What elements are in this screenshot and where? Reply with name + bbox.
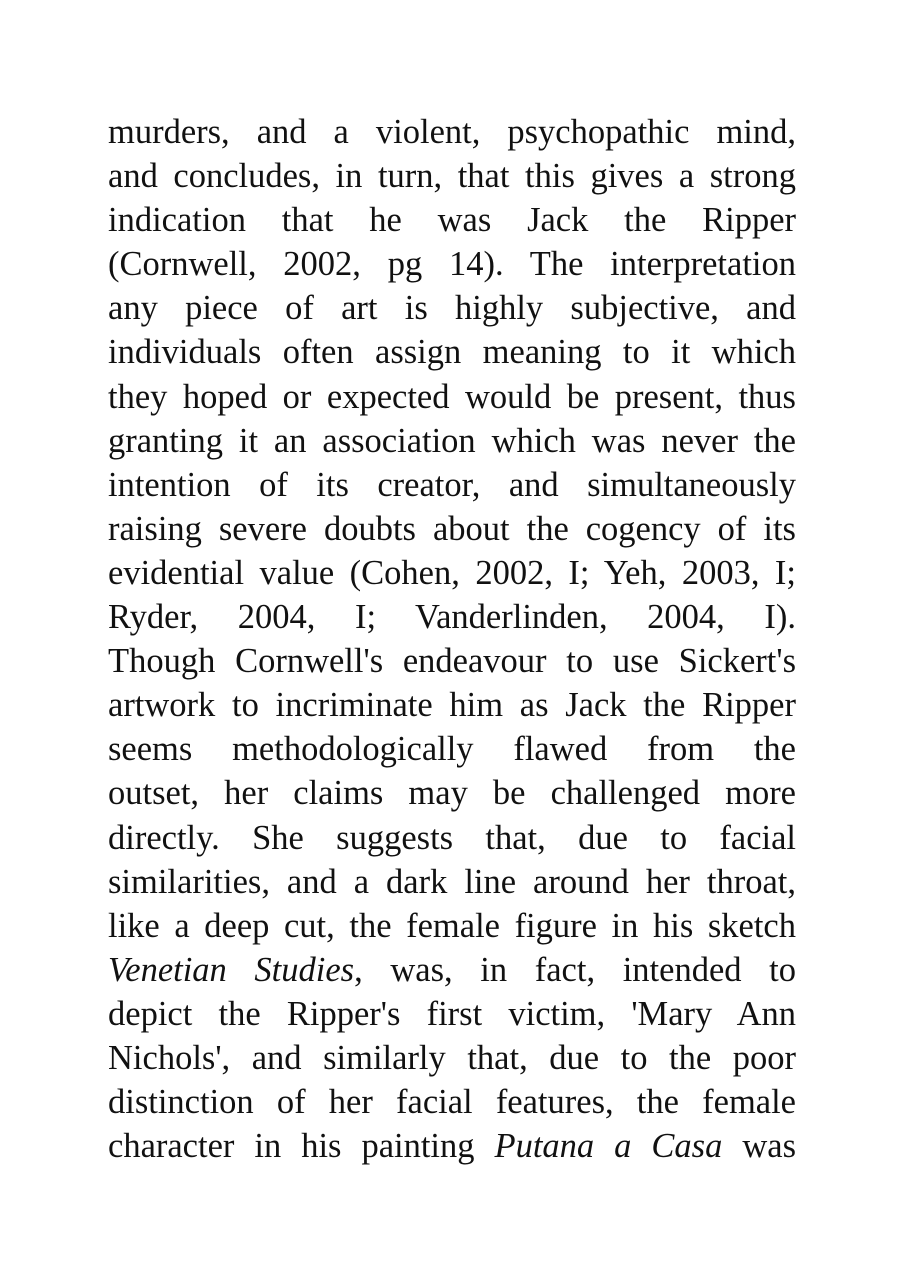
text-segment: raising severe doubts about the cogency of its xyxy=(108,509,796,548)
text-segment: character in his painting xyxy=(108,1127,495,1166)
text-line xyxy=(108,375,796,419)
text-segment: Though Cornwell's endeavour to use Sickert's xyxy=(108,642,796,681)
text-line xyxy=(108,110,796,154)
text-line xyxy=(108,816,796,860)
text-line xyxy=(108,639,796,683)
text-line xyxy=(108,948,796,992)
text-line xyxy=(108,992,796,1036)
text-line xyxy=(108,463,796,507)
text-segment: was xyxy=(722,1127,797,1166)
text-line xyxy=(108,198,796,242)
text-segment: similarities, and a dark line around her throat, xyxy=(108,862,796,901)
text-line xyxy=(108,507,796,551)
text-segment: depict the Ripper's first victim, 'Mary Ann xyxy=(108,994,796,1033)
text-segment: like a deep cut, the female figure in his sketch xyxy=(108,906,796,945)
text-segment: and concludes, in turn, that this gives a strong xyxy=(108,157,796,196)
text-line xyxy=(108,551,796,595)
text-line xyxy=(108,771,796,815)
italic-title: Venetian Studies xyxy=(108,950,355,989)
text-line xyxy=(108,286,796,330)
text-segment: artwork to incriminate him as Jack the Ripper xyxy=(108,686,796,725)
text-line xyxy=(108,419,796,463)
text-line xyxy=(108,904,796,948)
text-segment: any piece of art is highly subjective, and xyxy=(108,289,796,328)
text-line xyxy=(108,727,796,771)
text-line xyxy=(108,330,796,374)
text-segment: they hoped or expected would be present, thus xyxy=(108,377,796,416)
body-paragraph xyxy=(108,110,796,1168)
text-segment: evidential value (Cohen, 2002, I; Yeh, 2003, I; xyxy=(108,553,796,592)
text-segment: , was, in fact, intended to xyxy=(354,950,796,989)
italic-title: Putana a Casa xyxy=(494,1127,723,1166)
text-line xyxy=(108,683,796,727)
text-segment: distinction of her facial features, the female xyxy=(108,1083,796,1122)
text-line xyxy=(108,1080,796,1124)
text-segment: seems methodologically flawed from the xyxy=(108,730,796,769)
text-segment: Ryder, 2004, I; Vanderlinden, 2004, I). xyxy=(108,598,796,637)
text-segment: murders, and a violent, psychopathic mind, xyxy=(108,113,796,151)
text-segment: (Cornwell, 2002, pg 14). The interpretation xyxy=(108,245,796,284)
text-segment: directly. She suggests that, due to facial xyxy=(108,818,796,857)
text-line xyxy=(108,860,796,904)
text-segment: Nichols', and similarly that, due to the poor xyxy=(108,1038,796,1077)
text-line xyxy=(108,1124,796,1168)
text-segment: outset, her claims may be challenged more xyxy=(108,774,796,813)
text-segment: granting it an association which was never the xyxy=(108,421,796,460)
text-segment: intention of its creator, and simultaneously xyxy=(108,465,796,504)
text-segment: indication that he was Jack the Ripper xyxy=(108,201,796,240)
text-line xyxy=(108,1036,796,1080)
text-line xyxy=(108,595,796,639)
text-line xyxy=(108,154,796,198)
text-segment: individuals often assign meaning to it which xyxy=(108,333,796,372)
text-line xyxy=(108,242,796,286)
